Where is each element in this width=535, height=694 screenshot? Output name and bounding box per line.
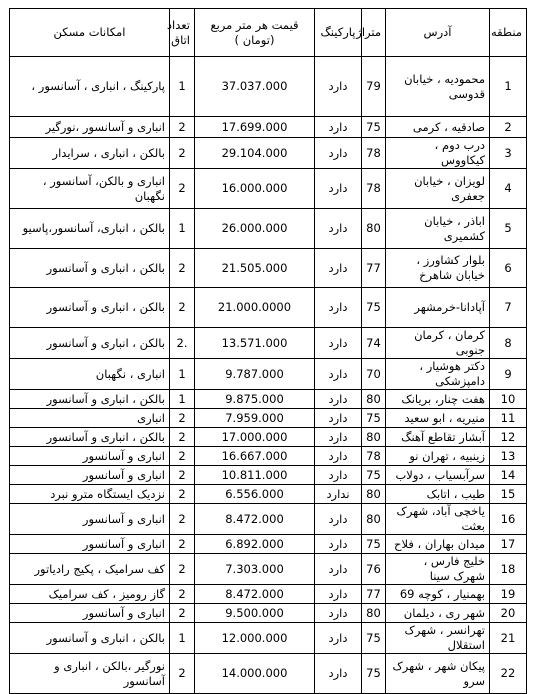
cell-rooms: 1	[170, 390, 195, 409]
cell-price: 12.000.000	[195, 623, 315, 654]
cell-parking: دارد	[315, 359, 362, 390]
cell-parking: دارد	[315, 249, 362, 288]
cell-region: 15	[490, 485, 527, 504]
cell-price: 10.811.000	[195, 466, 315, 485]
cell-features: انباری	[10, 409, 170, 428]
cell-parking: دارد	[315, 288, 362, 328]
cell-region: 1	[490, 57, 527, 117]
cell-parking: دارد	[315, 554, 362, 585]
cell-region: 6	[490, 249, 527, 288]
header-region: منطقه	[490, 9, 527, 57]
cell-features: پارکینگ ، انباری ، آسانسور ،	[10, 57, 170, 117]
cell-parking: دارد	[315, 390, 362, 409]
cell-address: طیب ، اتابک	[386, 485, 490, 504]
cell-region: 14	[490, 466, 527, 485]
cell-price: 7.303.000	[195, 554, 315, 585]
cell-address: کرمان ، کرمان جنوبی	[386, 328, 490, 359]
cell-region: 5	[490, 209, 527, 249]
cell-address: تهرانسر ، شهرک استقلال	[386, 623, 490, 654]
cell-features: گاز رومیز ، کف سرامیک	[10, 585, 170, 604]
cell-address: دکتر هوشیار ، دامپزشکی	[386, 359, 490, 390]
cell-area: 80	[362, 604, 386, 623]
cell-region: 11	[490, 409, 527, 428]
cell-rooms: 2	[170, 169, 195, 209]
cell-price: 8.472.000	[195, 504, 315, 535]
cell-area: 78	[362, 447, 386, 466]
table-row	[10, 390, 527, 409]
table-row	[10, 117, 527, 138]
table-row	[10, 359, 527, 390]
cell-rooms: 2	[170, 249, 195, 288]
cell-area: 75	[362, 117, 386, 138]
cell-rooms: 2	[170, 409, 195, 428]
cell-features: بالکن ، انباری، آسانسور،پاسیو	[10, 209, 170, 249]
header-features: امکانات مسکن	[10, 9, 170, 57]
cell-address: شهر ری ، دیلمان	[386, 604, 490, 623]
cell-rooms: 2	[170, 504, 195, 535]
cell-address: آپادانا-خرمشهر	[386, 288, 490, 328]
table-row	[10, 485, 527, 504]
cell-price: 21.505.000	[195, 249, 315, 288]
cell-address: میدان بهاران ، فلاح	[386, 535, 490, 554]
cell-features: انباری و آسانسور	[10, 447, 170, 466]
cell-area: 75	[362, 409, 386, 428]
table-row	[10, 169, 527, 209]
table-row	[10, 57, 527, 117]
cell-area: 80	[362, 428, 386, 447]
cell-address: هفت چنار، بریانک	[386, 390, 490, 409]
cell-rooms: 2	[170, 585, 195, 604]
cell-parking: دارد	[315, 604, 362, 623]
table-row	[10, 209, 527, 249]
cell-region: 21	[490, 623, 527, 654]
table-row	[10, 409, 527, 428]
cell-parking: دارد	[315, 169, 362, 209]
cell-price: 17.699.000	[195, 117, 315, 138]
cell-region: 16	[490, 504, 527, 535]
cell-address: بلوار کشاورز ، خیابان شاهرخ	[386, 249, 490, 288]
cell-price: 13.571.000	[195, 328, 315, 359]
cell-rooms: 2	[170, 117, 195, 138]
cell-area: 74	[362, 328, 386, 359]
cell-region: 2	[490, 117, 527, 138]
cell-address: یاخچی آباد، شهرک بعثت	[386, 504, 490, 535]
cell-price: 29.104.000	[195, 138, 315, 169]
cell-parking: دارد	[315, 466, 362, 485]
table-row	[10, 504, 527, 535]
cell-parking: دارد	[315, 654, 362, 694]
cell-rooms: 2	[170, 485, 195, 504]
header-row	[10, 9, 527, 57]
table-body	[10, 57, 527, 694]
cell-price: 9.875.000	[195, 390, 315, 409]
table-row	[10, 428, 527, 447]
cell-parking: دارد	[315, 585, 362, 604]
cell-parking: دارد	[315, 535, 362, 554]
cell-price: 17.000.000	[195, 428, 315, 447]
cell-rooms: 2	[170, 288, 195, 328]
cell-features: بالکن ، انباری و آسانسور	[10, 328, 170, 359]
cell-area: 76	[362, 554, 386, 585]
cell-address: لویزان ، خیابان جعفری	[386, 169, 490, 209]
cell-rooms: 2	[170, 535, 195, 554]
cell-address: بهمنیار ، کوچه 69	[386, 585, 490, 604]
cell-features: انباری و آسانسور	[10, 466, 170, 485]
cell-features: انباری و آسانسور	[10, 504, 170, 535]
table-row	[10, 288, 527, 328]
cell-area: 77	[362, 249, 386, 288]
cell-area: 80	[362, 485, 386, 504]
cell-address: صادقیه ، کرمی	[386, 117, 490, 138]
cell-parking: دارد	[315, 117, 362, 138]
cell-rooms: 1	[170, 57, 195, 117]
cell-features: بالکن ، انباری و آسانسور	[10, 428, 170, 447]
cell-region: 8	[490, 328, 527, 359]
cell-area: 75	[362, 654, 386, 694]
cell-region: 17	[490, 535, 527, 554]
cell-rooms: 2	[170, 138, 195, 169]
cell-region: 22	[490, 654, 527, 694]
cell-rooms: 2	[170, 554, 195, 585]
cell-address: محمودیه ، خیابان قدوسی	[386, 57, 490, 117]
cell-region: 4	[490, 169, 527, 209]
cell-address: پیکان شهر ، شهرک سرو	[386, 654, 490, 694]
cell-features: نورگیر ،بالکن ، انباری و آسانسور	[10, 654, 170, 694]
cell-region: 13	[490, 447, 527, 466]
cell-rooms: 2.	[170, 328, 195, 359]
cell-area: 80	[362, 390, 386, 409]
cell-price: 9.787.000	[195, 359, 315, 390]
cell-area: 80	[362, 504, 386, 535]
cell-rooms: 1	[170, 359, 195, 390]
cell-price: 6.556.000	[195, 485, 315, 504]
cell-features: بالکن ، انباری و آسانسور	[10, 390, 170, 409]
cell-area: 70	[362, 359, 386, 390]
cell-price: 9.500.000	[195, 604, 315, 623]
cell-features: بالکن ، انباری و آسانسور	[10, 623, 170, 654]
table-row	[10, 535, 527, 554]
cell-parking: دارد	[315, 57, 362, 117]
cell-area: 75	[362, 288, 386, 328]
cell-region: 10	[490, 390, 527, 409]
cell-features: بالکن ، انباری و آسانسور	[10, 288, 170, 328]
header-rooms: تعداد اتاق	[170, 9, 195, 57]
cell-address: خلیج فارس ، شهرک سینا	[386, 554, 490, 585]
cell-area: 77	[362, 585, 386, 604]
table-row	[10, 138, 527, 169]
cell-features: بالکن ، انباری و آسانسور	[10, 249, 170, 288]
cell-rooms: 1	[170, 623, 195, 654]
cell-area: 78	[362, 169, 386, 209]
cell-area: 75	[362, 623, 386, 654]
cell-price: 37.037.000	[195, 57, 315, 117]
cell-features: انباری ، نگهبان	[10, 359, 170, 390]
table-row	[10, 585, 527, 604]
cell-rooms: 2	[170, 604, 195, 623]
cell-features: انباری و آسانسور	[10, 604, 170, 623]
cell-parking: دارد	[315, 138, 362, 169]
table-row	[10, 466, 527, 485]
cell-parking: دارد	[315, 504, 362, 535]
cell-features: بالکن ، انباری ، سرایدار	[10, 138, 170, 169]
cell-parking: دارد	[315, 428, 362, 447]
cell-parking: ندارد	[315, 485, 362, 504]
cell-parking: دارد	[315, 328, 362, 359]
cell-area: 75	[362, 535, 386, 554]
table-row	[10, 249, 527, 288]
cell-region: 18	[490, 554, 527, 585]
header-area: متراژ	[362, 9, 386, 57]
cell-price: 16.667.000	[195, 447, 315, 466]
header-address: آدرس	[386, 9, 490, 57]
cell-address: سرآبسیاب ، دولاب	[386, 466, 490, 485]
cell-features: کف سرامیک ، پکیج رادیاتور	[10, 554, 170, 585]
cell-price: 8.472.000	[195, 585, 315, 604]
cell-price: 26.000.000	[195, 209, 315, 249]
cell-features: انباری و آسانسور ،نورگیر	[10, 117, 170, 138]
cell-rooms: 2	[170, 428, 195, 447]
cell-region: 20	[490, 604, 527, 623]
cell-address: درب دوم ، کیکاووس	[386, 138, 490, 169]
header-price: قیمت هر متر مربع (تومان )	[195, 9, 315, 57]
cell-features: انباری و آسانسور	[10, 535, 170, 554]
cell-region: 12	[490, 428, 527, 447]
cell-parking: دارد	[315, 409, 362, 428]
table-row	[10, 623, 527, 654]
table-row	[10, 554, 527, 585]
table-row	[10, 328, 527, 359]
cell-region: 19	[490, 585, 527, 604]
cell-address: اباذر ، خیابان کشمیری	[386, 209, 490, 249]
cell-price: 6.892.000	[195, 535, 315, 554]
housing-table	[9, 8, 527, 694]
cell-rooms: 2	[170, 447, 195, 466]
cell-price: 14.000.000	[195, 654, 315, 694]
cell-rooms: 2	[170, 466, 195, 485]
cell-region: 9	[490, 359, 527, 390]
table-row	[10, 447, 527, 466]
cell-area: 75	[362, 466, 386, 485]
cell-price: 16.000.000	[195, 169, 315, 209]
cell-address: زینبیه ، تهران نو	[386, 447, 490, 466]
cell-features: انباری و بالکن، آسانسور ، نگهبان	[10, 169, 170, 209]
cell-features: نزدیک ایستگاه مترو نبرد	[10, 485, 170, 504]
cell-address: آبشار تقاطع آهنگ	[386, 428, 490, 447]
cell-price: 7.959.000	[195, 409, 315, 428]
table-row	[10, 604, 527, 623]
cell-area: 80	[362, 209, 386, 249]
table-row	[10, 654, 527, 694]
cell-parking: دارد	[315, 209, 362, 249]
cell-parking: دارد	[315, 447, 362, 466]
cell-rooms: 1	[170, 209, 195, 249]
cell-area: 78	[362, 138, 386, 169]
cell-area: 79	[362, 57, 386, 117]
cell-price: 21.000.0000	[195, 288, 315, 328]
header-parking: پارکینگ	[315, 9, 362, 57]
cell-parking: دارد	[315, 623, 362, 654]
cell-rooms: 2	[170, 654, 195, 694]
cell-region: 7	[490, 288, 527, 328]
cell-address: منیریه ، ابو سعید	[386, 409, 490, 428]
cell-region: 3	[490, 138, 527, 169]
